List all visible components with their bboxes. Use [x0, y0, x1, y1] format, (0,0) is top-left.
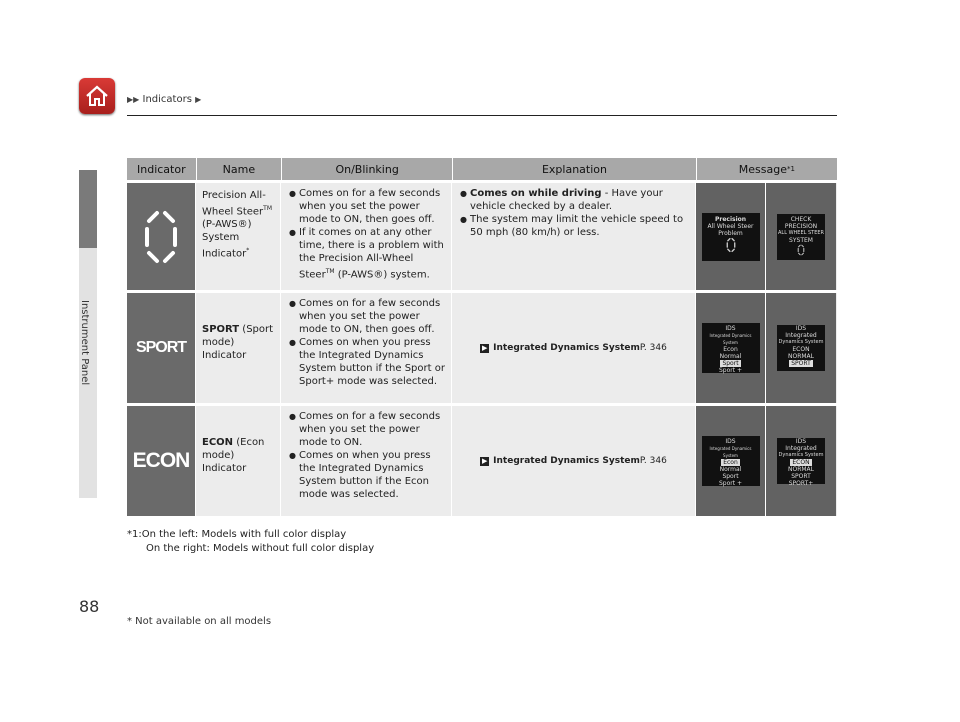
name-text: (P-AWS®): [202, 219, 252, 231]
explanation-cell: [452, 406, 696, 516]
screen-text: Normal: [719, 353, 742, 360]
screen-text: ECON: [792, 346, 810, 353]
page-number: 88: [79, 597, 100, 616]
screen-text: Integrated: [785, 332, 817, 339]
screen-text: Dynamics System: [778, 339, 824, 345]
screen-text: SYSTEM: [789, 236, 813, 244]
list-item: ● Comes on when you press the Integrated Dynamics System button if the Econ mode was selected.: [299, 449, 447, 501]
screen-text: Problem: [718, 229, 743, 237]
reference-title: Integrated Dynamics System: [493, 343, 640, 353]
screen-text: SPORT: [791, 473, 811, 480]
p-aws-icon: [725, 237, 737, 253]
on-blinking-cell: [281, 183, 452, 290]
sport-indicator-icon: SPORT: [135, 339, 187, 356]
home-icon: [85, 84, 109, 108]
display-screen: [702, 436, 760, 486]
explanation-bold: Comes on while driving: [470, 188, 602, 199]
screen-text: PRECISION: [784, 222, 818, 230]
message-full-color: [696, 293, 766, 403]
col-header-name: Name: [197, 158, 283, 180]
name-cell: [196, 293, 281, 403]
footnote-ref: *1: [787, 165, 795, 173]
screen-text: Sport +: [718, 367, 743, 374]
on-blinking-cell: [281, 293, 452, 403]
indicator-cell: [127, 183, 196, 290]
message-cell: [696, 293, 837, 403]
list-item: [299, 226, 447, 281]
on-blinking-cell: [281, 406, 452, 516]
screen-text: Integrated: [785, 445, 817, 452]
page-footnote: * Not available on all models: [127, 616, 272, 627]
reference-page: P. 346: [639, 343, 667, 353]
name-bold: SPORT: [202, 324, 240, 335]
explanation-cell: [452, 183, 696, 290]
table-row: [127, 403, 837, 516]
explanation-text: - Have your vehicle checked by a dealer.: [470, 188, 663, 212]
trademark-mark: TM: [263, 205, 273, 212]
display-screen: [777, 325, 825, 371]
list-item: ● Comes on for a few seconds when you set the power mode to ON, then goes off.: [299, 187, 447, 226]
name-bold: ECON: [202, 437, 234, 448]
display-screen: [702, 213, 760, 261]
indicator-cell: [127, 293, 196, 403]
reference-page: P. 346: [639, 456, 667, 466]
table-row: [127, 180, 837, 290]
selected-mode: SPORT: [791, 360, 811, 367]
section-tab[interactable]: [79, 170, 97, 248]
explanation-cell: [452, 293, 696, 403]
breadcrumb: [127, 94, 201, 105]
cross-reference-link[interactable]: [452, 293, 695, 403]
name-cell: [196, 183, 281, 290]
p-aws-icon: [796, 244, 806, 256]
list-item-text: If it comes on at any other time, there is a problem with the Precision All-Wheel Steer: [299, 227, 444, 281]
selected-mode: Sport: [722, 360, 739, 367]
message-standard: [766, 183, 836, 290]
screen-text: Precision: [714, 215, 747, 223]
screen-text: ALL WHEEL STEER: [778, 229, 824, 236]
trademark-mark: TM: [325, 268, 335, 275]
footnote-ref: *: [246, 247, 250, 255]
screen-text: Econ: [723, 346, 738, 353]
econ-indicator-icon: ECON: [132, 449, 190, 472]
screen-text: IDS: [795, 325, 807, 332]
section-label: Instrument Panel: [79, 300, 90, 386]
screen-text: SPORT+: [788, 480, 814, 487]
col-header-indicator: Indicator: [127, 158, 197, 180]
table-footnote: [127, 528, 374, 556]
list-item: ● Comes on for a few seconds when you set the power mode to ON.: [299, 410, 447, 449]
name-text: System: [202, 232, 240, 244]
table-row: [127, 290, 837, 403]
breadcrumb-arrow-icon: ▶▶: [127, 95, 140, 104]
selected-mode: ECON: [792, 459, 810, 466]
selected-mode: Econ: [723, 459, 738, 466]
breadcrumb-item[interactable]: Indicators: [142, 94, 192, 105]
table-header: [127, 158, 837, 180]
message-cell: [696, 183, 837, 290]
screen-text: IDS: [725, 325, 736, 332]
screen-text: All Wheel Steer: [707, 222, 754, 230]
p-aws-icon: [139, 207, 183, 267]
screen-text: NORMAL: [787, 353, 814, 360]
name-text: Indicator: [202, 248, 247, 260]
name-text: Precision All-: [202, 190, 266, 201]
reference-title: Integrated Dynamics System: [493, 456, 640, 466]
cross-reference-link[interactable]: [452, 406, 695, 516]
list-item: ● Comes on when you press the Integrated Dynamics System button if the Sport or Sport+ mode was selected.: [299, 336, 447, 388]
display-screen: [777, 438, 825, 487]
screen-text: NORMAL: [787, 466, 814, 473]
list-item: [470, 187, 691, 213]
message-cell: [696, 406, 837, 516]
screen-text: Sport: [722, 473, 739, 480]
message-standard: [766, 406, 836, 516]
message-full-color: [696, 406, 766, 516]
screen-text: Integrated Dynamics System: [709, 446, 752, 458]
screen-text: CHECK: [790, 215, 812, 223]
screen-text: IDS: [725, 438, 736, 445]
reference-arrow-icon: ▶: [481, 343, 488, 352]
name-cell: [196, 406, 281, 516]
message-full-color: [696, 183, 766, 290]
footnote-line: On the right: Models without full color display: [146, 543, 375, 554]
col-header-message: [697, 158, 837, 180]
name-text: Wheel Steer: [202, 206, 264, 218]
col-header-message-text: Message: [738, 162, 787, 176]
screen-text: Integrated Dynamics System: [709, 333, 752, 345]
footnote-line: *1:On the left: Models with full color display: [127, 529, 347, 540]
list-item: ● Comes on for a few seconds when you set the power mode to ON, then goes off.: [299, 297, 447, 336]
list-item-text: (P-AWS®) system.: [334, 269, 430, 281]
name-text: (Sport mode) Indicator: [202, 324, 274, 361]
header-rule: [127, 115, 837, 116]
col-header-on-blinking: On/Blinking: [282, 158, 453, 180]
name-text: (Econ mode) Indicator: [202, 437, 265, 474]
col-header-explanation: Explanation: [453, 158, 697, 180]
message-standard: [766, 293, 836, 403]
screen-text: Sport +: [718, 480, 743, 487]
screen-text: Dynamics System: [778, 452, 824, 458]
screen-text: Normal: [719, 466, 742, 473]
home-button[interactable]: [79, 78, 115, 114]
screen-text: IDS: [795, 438, 807, 445]
display-screen: [702, 323, 760, 373]
list-item: ● The system may limit the vehicle speed to 50 mph (80 km/h) or less.: [470, 213, 691, 239]
display-screen: [777, 214, 825, 260]
breadcrumb-arrow-icon: ▶: [195, 95, 202, 104]
indicator-cell: [127, 406, 196, 516]
indicator-table: [127, 158, 837, 516]
reference-arrow-icon: ▶: [481, 456, 488, 465]
